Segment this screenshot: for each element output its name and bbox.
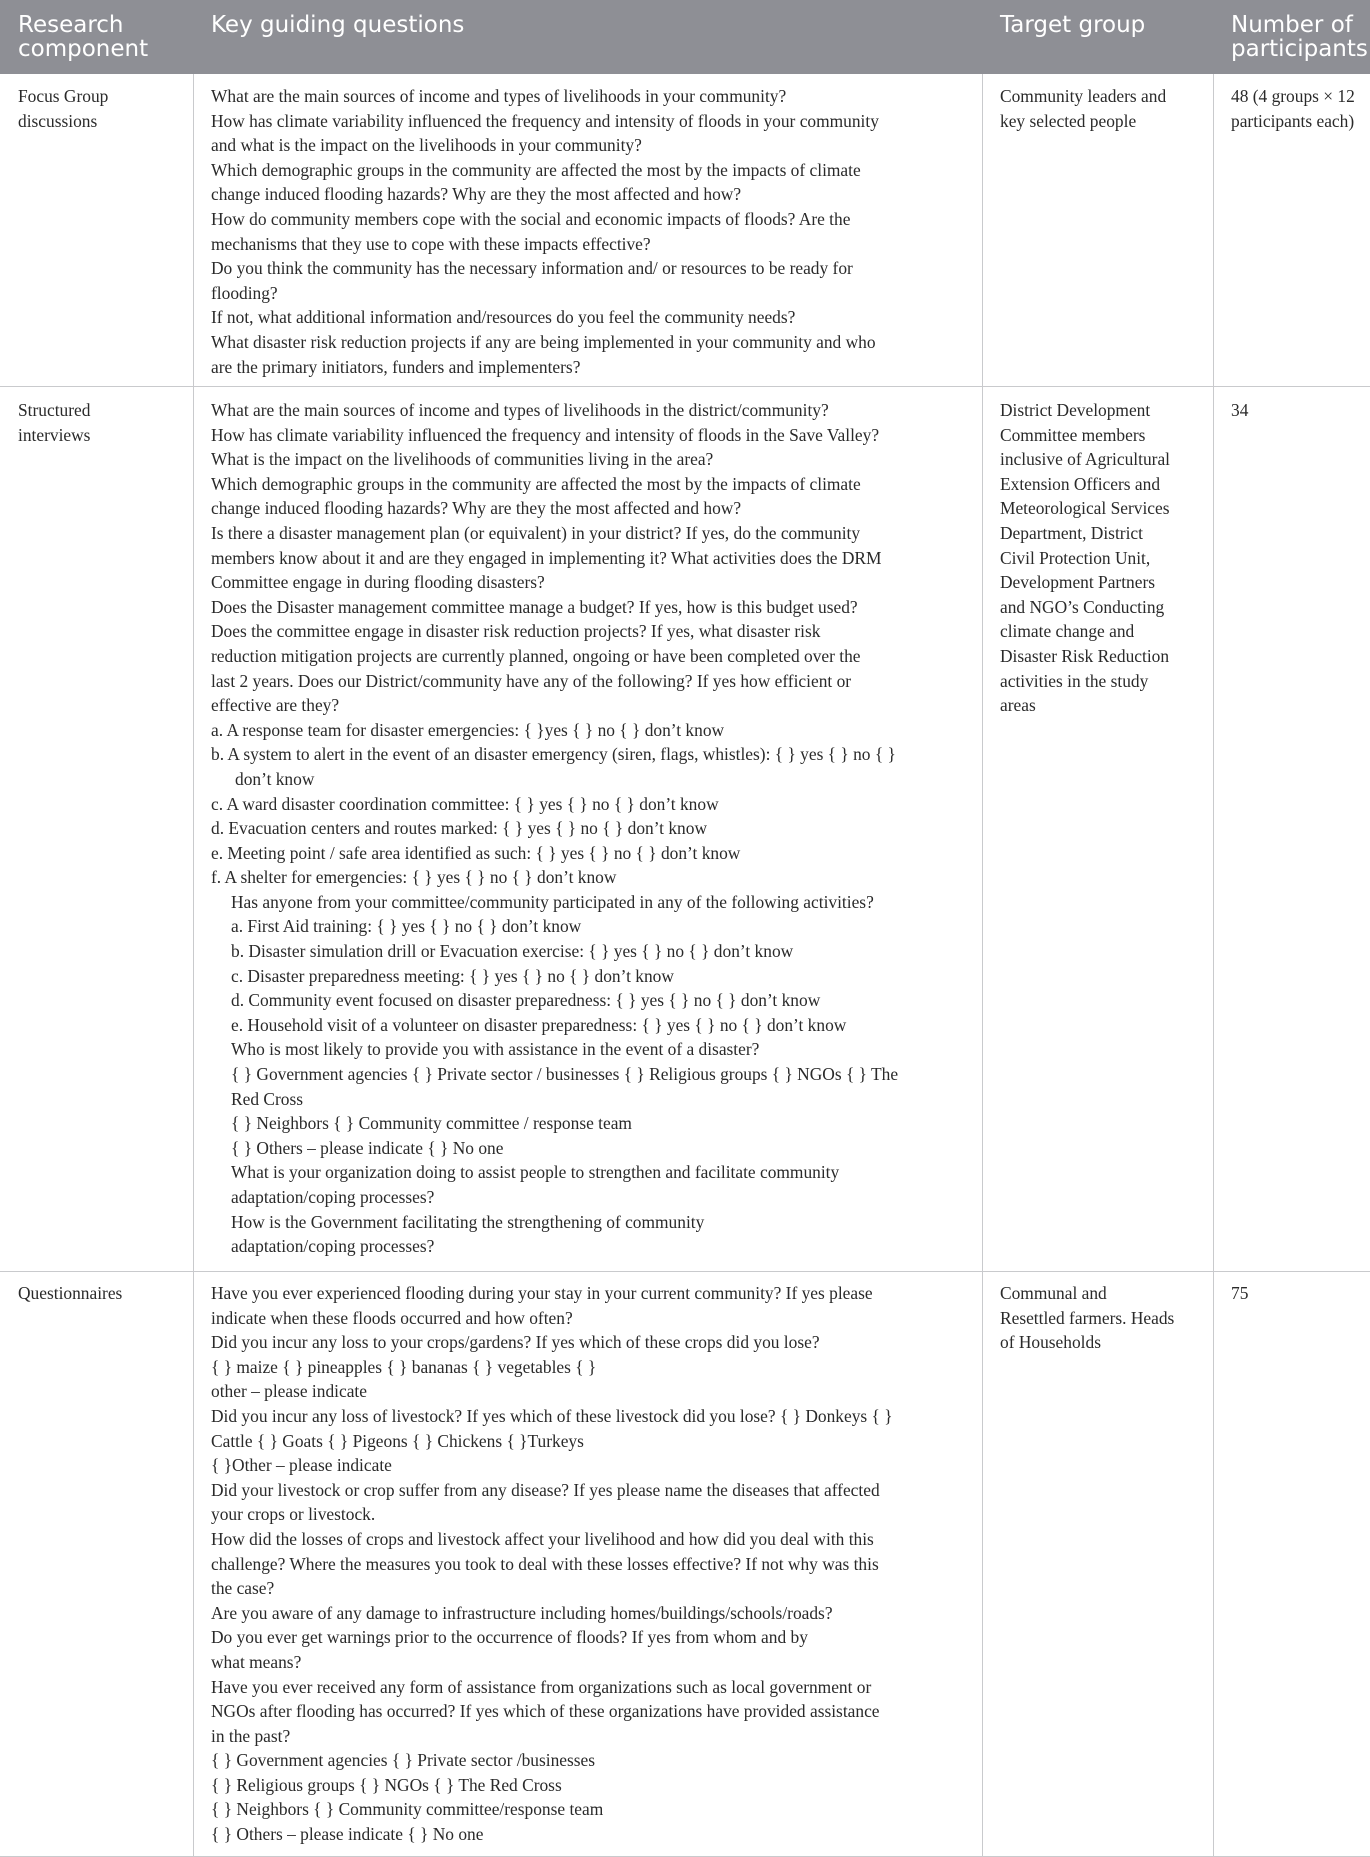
cell-text-line: reduction mitigation projects are currently planned, ongoing or have been completed over the [211,645,861,666]
cell-text-line: Have you ever received any form of assistance from organizations such as local government or [211,1676,872,1697]
cell-text-line: and NGO’s Conducting [1000,596,1165,617]
cell-text-line: climate change and [1000,621,1135,642]
cell-text-line: activities in the study [1000,670,1149,691]
cell-text-line: If not, what additional information and/resources do you feel the community needs? [211,307,796,328]
cell-text-line: e. Meeting point / safe area identified as such: { } yes { } no { } don’t know [211,842,741,863]
cell-text-line: What is the impact on the livelihoods of communities living in the area? [211,449,714,470]
header-text-line: component [18,36,149,62]
cell-text-line: What is your organization doing to assist people to strengthen and facilitate community [231,1162,840,1183]
cell-text-line: Cattle { } Goats { } Pigeons { } Chickens { }Turkeys [211,1430,584,1451]
cell-text-line: What disaster risk reduction projects if any are being implemented in your community and who [211,331,876,352]
cell-text-line: Meteorological Services [1000,498,1170,519]
cell-text-line: d. Community event focused on disaster preparedness: { } yes { } no { } don’t know [231,990,821,1011]
cell-text-line: Committee members [1000,424,1146,445]
cell-key-questions [211,1281,893,1847]
cell-text-line: { } Others – please indicate { } No one [211,1824,484,1845]
cell-text-line: { } Neighbors { } Community committee / response team [231,1113,632,1134]
cell-text-line: Have you ever experienced flooding during your stay in your current community? If yes please [211,1283,873,1303]
cell-text-line: areas [1000,695,1036,716]
cell-text-line: f. A shelter for emergencies: { } yes { } no { } don’t know [211,867,617,888]
cell-text-line: How has climate variability influenced the frequency and intensity of floods in the Save Valley? [211,424,880,445]
cell-text-line: mechanisms that they use to cope with these impacts effective? [211,233,651,254]
cell-text-line: How is the Government facilitating the strengthening of community [231,1211,705,1232]
cell-target-group [1000,84,1166,133]
cell-text-line: a. First Aid training: { } yes { } no { } don’t know [231,916,582,937]
cell-text-line: How do community members cope with the social and economic impacts of floods? Are the [211,208,851,229]
cell-text-line: don’t know [235,768,315,789]
cell-text-line: discussions [18,110,98,131]
cell-text-line: c. Disaster preparedness meeting: { } yes { } no { } don’t know [231,965,674,986]
cell-text-line: Communal and [1000,1283,1107,1303]
row-divider [0,1271,1370,1272]
cell-text-line: { } Others – please indicate { } No one [231,1137,504,1158]
cell-text-line: flooding? [211,282,278,303]
cell-text-line: what means? [211,1651,302,1672]
cell-text-line: Focus Group [18,86,109,106]
cell-text-line: { }Other – please indicate [211,1455,392,1476]
row-divider [0,386,1370,387]
header-text-line: Key guiding questions [211,12,465,38]
cell-number-participants [1231,84,1355,133]
cell-text-line: the case? [211,1578,275,1599]
cell-text-line: Development Partners [1000,572,1156,593]
cell-text-line: change induced flooding hazards? Why are they the most affected and how? [211,498,742,519]
cell-text-line: and what is the impact on the livelihoods in your community? [211,135,642,156]
cell-text-line: last 2 years. Does our District/community have any of the following? If yes how efficient or [211,670,852,691]
cell-text-line: What are the main sources of income and types of livelihoods in your community? [211,86,787,106]
cell-text-line: effective are they? [211,695,340,716]
header-number-participants [1231,12,1368,86]
cell-key-questions [211,84,879,379]
cell-text-line: 34 [1231,400,1249,420]
cell-text-line: Is there a disaster management plan (or equivalent) in your district? If yes, do the community [211,522,861,543]
cell-text-line: change induced flooding hazards? Why are they the most affected and how? [211,184,742,205]
header-key-questions [211,12,464,86]
cell-text-line: Has anyone from your committee/community participated in any of the following activities? [231,891,874,912]
cell-text-line: 48 (4 groups × 12 [1231,86,1355,106]
cell-text-line: indicate when these floods occurred and how often? [211,1307,573,1328]
cell-text-line: { } Government agencies { } Private sector / businesses { } Religious groups { } NGOs { } The [231,1064,899,1085]
cell-target-group [1000,1281,1174,1355]
cell-key-questions [211,398,898,1259]
cell-text-line: Department, District [1000,522,1143,543]
cell-number-participants [1231,398,1248,423]
header-text-line: Number of [1231,12,1353,38]
cell-text-line: Community leaders and [1000,86,1167,106]
cell-text-line: of Households [1000,1332,1101,1353]
header-research-component [18,12,148,86]
cell-text-line: in the past? [211,1725,291,1746]
cell-text-line: interviews [18,424,91,445]
cell-text-line: How has climate variability influenced the frequency and intensity of floods in your community [211,110,879,131]
cell-text-line: Resettled farmers. Heads [1000,1307,1175,1328]
cell-text-line: Who is most likely to provide you with assistance in the event of a disaster? [231,1039,760,1060]
cell-text-line: Red Cross [231,1088,303,1109]
cell-text-line: Do you think the community has the necessary information and/ or resources to be ready for [211,258,853,279]
cell-text-line: 75 [1231,1283,1249,1303]
table-header [0,0,1370,74]
cell-text-line: participants each) [1231,110,1355,131]
cell-research-component [18,398,90,447]
header-text-line: Research [18,12,124,38]
cell-text-line: other – please indicate [211,1381,367,1402]
cell-text-line: Did you incur any loss of livestock? If yes which of these livestock did you lose? { } Donkeys { } [211,1405,893,1426]
cell-text-line: Committee engage in during flooding disasters? [211,572,545,593]
cell-text-line: District Development [1000,400,1151,420]
cell-number-participants [1231,1281,1248,1306]
cell-text-line: Which demographic groups in the community are affected the most by the impacts of climate [211,473,861,494]
cell-text-line: d. Evacuation centers and routes marked: { } yes { } no { } don’t know [211,818,708,839]
cell-text-line: b. Disaster simulation drill or Evacuation exercise: { } yes { } no { } don’t know [231,941,794,962]
cell-text-line: Disaster Risk Reduction [1000,645,1170,666]
cell-text-line: b. A system to alert in the event of an disaster emergency (siren, flags, whistles): { } yes { } no { } [211,744,896,765]
cell-text-line: Civil Protection Unit, [1000,547,1151,568]
cell-text-line: a. A response team for disaster emergencies: { }yes { } no { } don’t know [211,719,725,740]
cell-text-line: Does the committee engage in disaster risk reduction projects? If yes, what disaster risk [211,621,821,642]
header-target-group [1000,12,1145,86]
cell-text-line: Does the Disaster management committee manage a budget? If yes, how is this budget used? [211,596,858,617]
cell-text-line: Which demographic groups in the community are affected the most by the impacts of climate [211,159,861,180]
cell-text-line: adaptation/coping processes? [231,1236,435,1257]
cell-text-line: { } maize { } pineapples { } bananas { } vegetables { } [211,1356,597,1377]
cell-target-group [1000,398,1170,718]
column-divider [982,74,983,1857]
cell-text-line: Structured [18,400,91,420]
cell-text-line: Did your livestock or crop suffer from any disease? If yes please name the diseases that affected [211,1479,880,1500]
cell-text-line: members know about it and are they engaged in implementing it? What activities does the DRM [211,547,882,568]
cell-text-line: inclusive of Agricultural [1000,449,1170,470]
cell-text-line: NGOs after flooding has occurred? If yes which of these organizations have provided assistance [211,1701,880,1722]
cell-research-component [18,84,108,133]
cell-text-line: Extension Officers and [1000,473,1161,494]
cell-text-line: c. A ward disaster coordination committee: { } yes { } no { } don’t know [211,793,719,814]
cell-text-line: How did the losses of crops and livestock affect your livelihood and how did you deal with this [211,1528,874,1549]
cell-text-line: What are the main sources of income and types of livelihoods in the district/community? [211,400,829,420]
cell-text-line: adaptation/coping processes? [231,1187,435,1207]
cell-text-line: Did you incur any loss to your crops/gardens? If yes which of these crops did you lose? [211,1332,820,1353]
cell-text-line: { } Government agencies { } Private sector /businesses [211,1750,596,1771]
cell-text-line: { } Religious groups { } NGOs { } The Red Cross [211,1774,562,1795]
cell-text-line: Are you aware of any damage to infrastructure including homes/buildings/schools/roads? [211,1602,833,1623]
cell-text-line: { } Neighbors { } Community committee/response team [211,1799,604,1820]
cell-text-line: key selected people [1000,110,1137,131]
column-divider [193,74,194,1857]
header-text-line: Target group [1000,12,1146,38]
cell-text-line: your crops or livestock. [211,1504,376,1525]
cell-text-line: challenge? Where the measures you took to deal with these losses effective? If not why was this [211,1553,879,1574]
cell-text-line: Do you ever get warnings prior to the occurrence of floods? If yes from whom and by [211,1627,808,1648]
column-divider [1213,74,1214,1857]
cell-research-component [18,1281,122,1306]
header-text-line: participants [1231,36,1368,62]
cell-text-line: Questionnaires [18,1283,123,1303]
cell-text-line: are the primary initiators, funders and implementers? [211,356,581,377]
cell-text-line: e. Household visit of a volunteer on disaster preparedness: { } yes { } no { } don’t know [231,1014,847,1035]
